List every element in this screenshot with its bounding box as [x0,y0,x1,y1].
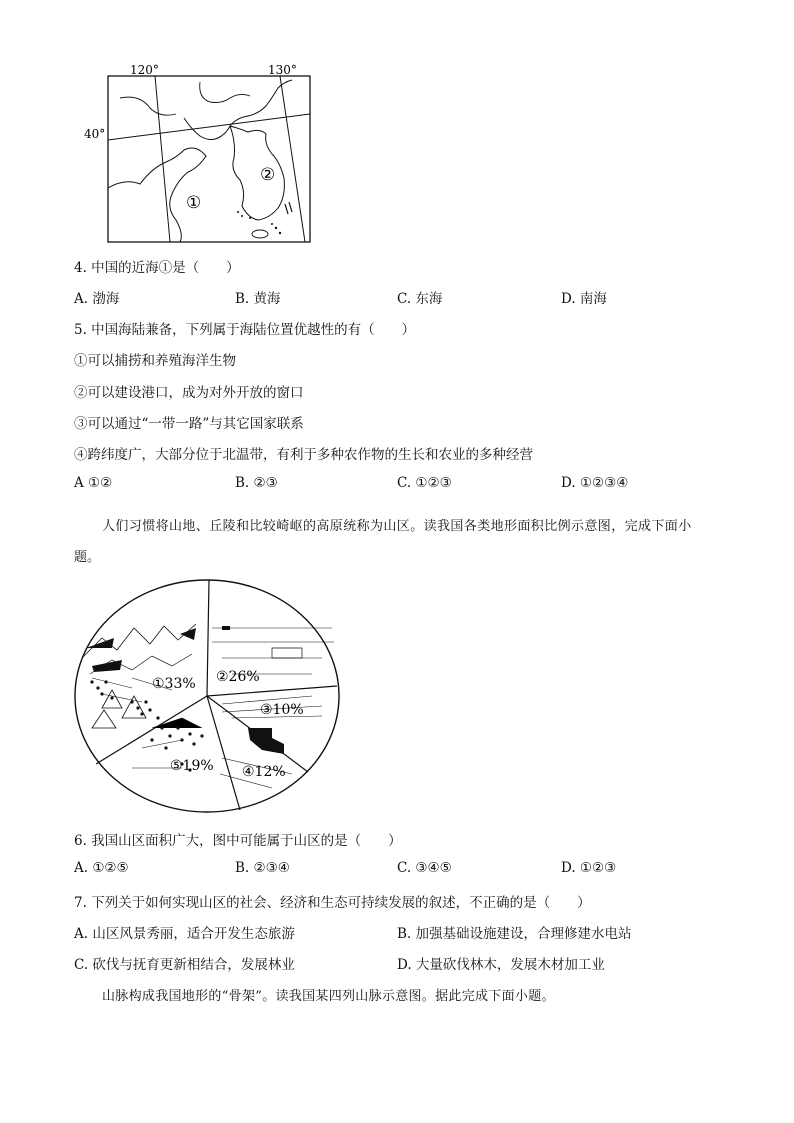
q6-option-c[interactable]: C. ③④⑤ [397,860,452,876]
island-marks [285,202,292,214]
q5-item-4: ④跨纬度广，大部分位于北温带，有利于多种农作物的生长和农业的多种经营 [74,447,533,463]
q5-item-1: ①可以捕捞和养殖海洋生物 [74,353,236,369]
q4-option-a[interactable]: A. 渤海 [74,291,120,307]
terrain-pie [72,578,342,814]
q7-option-b[interactable]: B. 加强基础设施建设，合理修建水电站 [397,926,632,942]
border-line [120,97,176,115]
q7-option-c[interactable]: C. 砍伐与抚育更新相结合，发展林业 [74,957,295,973]
q5-option-d[interactable]: D. ①②③④ [561,475,629,491]
korea-peninsula [230,126,284,220]
q7-option-d[interactable]: D. 大量砍伐林木，发展木材加工业 [397,957,605,973]
q4-option-c[interactable]: C. 东海 [397,291,443,307]
q6-option-a[interactable]: A. ①②⑤ [74,860,129,876]
sea-label-1: ① [186,193,202,213]
intro-mountain-line2: 题。 [74,550,101,565]
sea-map-figure [80,58,320,248]
q5-item-3: ③可以通过“一带一路”与其它国家联系 [74,416,304,432]
q6-option-d[interactable]: D. ①②③ [561,860,617,876]
lon-left-label: 120° [130,63,159,77]
sea-map [80,58,320,248]
parallel-40 [108,114,310,140]
q5-option-c[interactable]: C. ①②③ [397,475,452,491]
river [200,82,250,103]
q7-option-a[interactable]: A. 山区风景秀丽，适合开发生态旅游 [74,926,295,942]
q4-option-b[interactable]: B. 黄海 [235,291,281,307]
lat-label: 40° [84,127,106,141]
q6-option-b[interactable]: B. ②③④ [235,860,290,876]
intro-mountain-line1: 人们习惯将山地、丘陵和比较崎岖的高原统称为山区。读我国各类地形面积比例示意图，完成下面小 [102,519,692,534]
q5-stem: 5. 中国海陆兼备，下列属于海陆位置优越性的有（ ） [74,322,416,338]
meridian-120 [155,76,170,242]
pie-label-5: ⑤19% [170,758,214,774]
terrain-pie-figure [72,578,342,814]
pie-label-1: ①33% [152,676,196,692]
map-frame [108,76,310,242]
pie-label-4: ④12% [242,764,286,780]
q4-stem: 4. 中国的近海①是（ ） [74,260,240,276]
intro-ranges-line1: 山脉构成我国地形的“骨架”。读我国某四列山脉示意图。据此完成下面小题。 [102,989,555,1004]
pie-label-2: ②26% [216,669,260,685]
pie-label-3: ③10% [260,702,304,718]
q6-stem: 6. 我国山区面积广大，图中可能属于山区的是（ ） [74,833,402,849]
q7-stem: 7. 下列关于如何实现山区的社会、经济和生态可持续发展的叙述，不正确的是（ ） [74,895,591,911]
q5-option-b[interactable]: B. ②③ [235,475,278,491]
q5-option-a[interactable]: A ①② [74,475,113,491]
lon-right-label: 130° [268,63,297,77]
island [252,230,268,238]
q4-option-d[interactable]: D. 南海 [561,291,607,307]
meridian-130 [280,76,305,242]
q5-item-2: ②可以建设港口，成为对外开放的窗口 [74,385,304,401]
sea-label-2: ② [260,165,276,185]
